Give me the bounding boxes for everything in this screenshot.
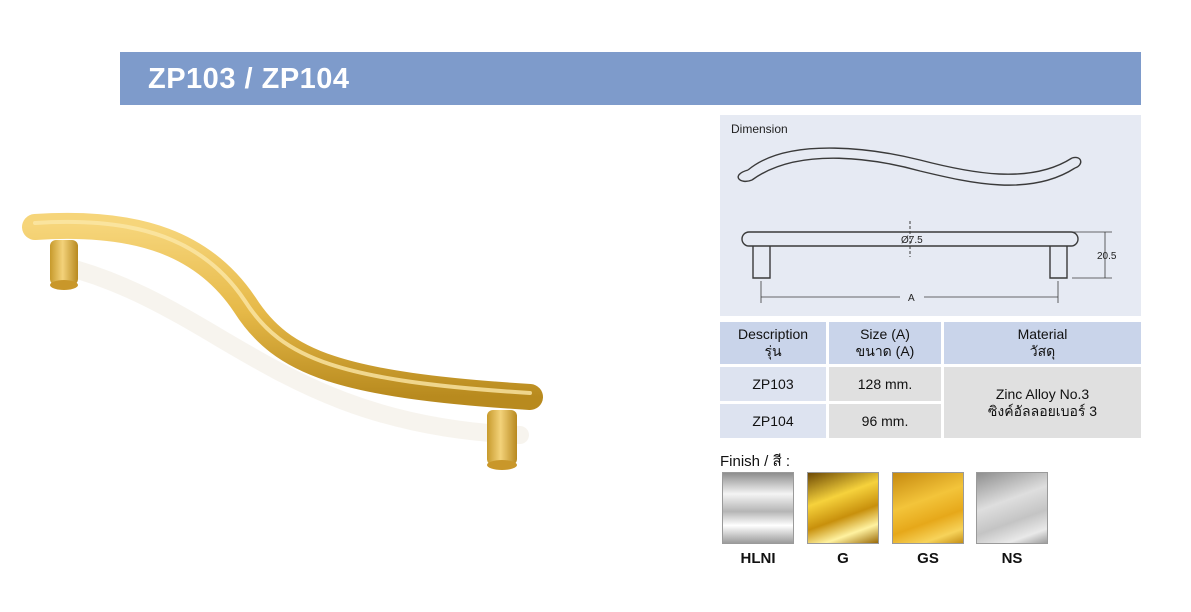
header-size-en: Size (A)	[860, 326, 910, 342]
table-row-size: 128 mm.	[829, 367, 941, 401]
material-th: ซิงค์อัลลอยเบอร์ 3	[987, 402, 1098, 419]
dimension-panel	[720, 115, 1141, 316]
finish-swatch-ns	[976, 472, 1048, 544]
material-en: Zinc Alloy No.3	[995, 385, 1090, 402]
spec-table	[720, 322, 1141, 438]
length-label: A	[908, 293, 915, 304]
table-row-model: ZP104	[720, 404, 826, 438]
finish-code: NS	[1001, 550, 1023, 567]
product-photo	[20, 185, 550, 485]
page-title: ZP103 / ZP104	[148, 63, 350, 95]
material-cell	[944, 367, 1141, 438]
height-label: 20.5	[1097, 251, 1117, 262]
header-size	[829, 322, 941, 364]
title-bar	[120, 52, 1141, 105]
header-material-th: วัสดุ	[1029, 343, 1056, 359]
dimension-title: Dimension	[731, 122, 788, 136]
header-description-th: รุ่น	[764, 343, 782, 359]
finish-label: Finish / สี :	[720, 453, 791, 470]
header-material-en: Material	[1017, 326, 1068, 342]
header-description-en: Description	[737, 326, 809, 342]
dimension-drawing	[720, 115, 1141, 316]
diameter-label: Ø7.5	[901, 235, 923, 246]
header-size-th: ขนาด (A)	[855, 343, 915, 359]
header-material	[944, 322, 1141, 364]
table-row-model: ZP103	[720, 367, 826, 401]
header-description	[720, 322, 826, 364]
finish-swatch-hlni	[722, 472, 794, 544]
table-row-size: 96 mm.	[829, 404, 941, 438]
finish-code: G	[837, 550, 849, 567]
finish-code: HLNI	[740, 550, 776, 567]
finish-swatch-g	[807, 472, 879, 544]
finish-code: GS	[917, 550, 939, 567]
finish-swatch-gs	[892, 472, 964, 544]
